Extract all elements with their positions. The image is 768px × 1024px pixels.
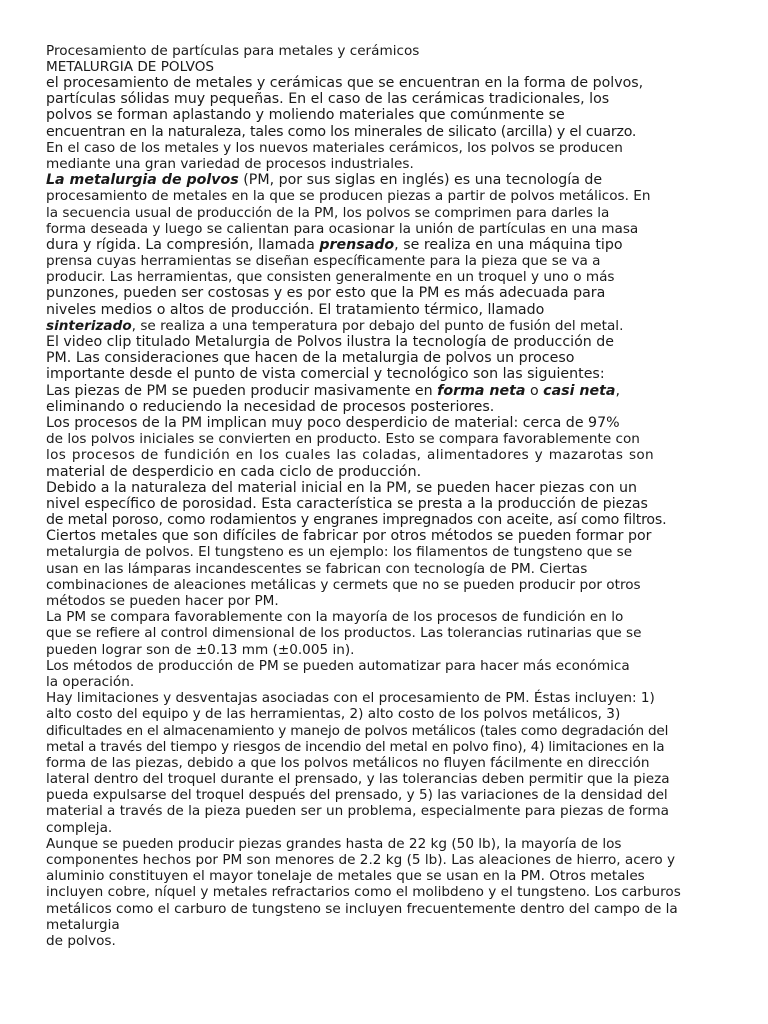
text-line: metalurgia de polvos. El tungsteno es un ejemplo: los filamentos de tungsteno que se: [46, 544, 633, 561]
text-line: de los polvos iniciales se convierten en producto. Esto se compara favorablemente con: [46, 431, 640, 448]
text-line: combinaciones de aleaciones metálicas y cermets que no se pueden producir por otros: [46, 576, 641, 593]
text-line: Ciertos metales que son difíciles de fabricar por otros métodos se pueden formar por: [46, 528, 652, 545]
text-line: material de desperdicio en cada ciclo de producción.: [46, 463, 422, 480]
text-line: mediante una gran variedad de procesos industriales.: [46, 155, 414, 172]
bold-term: forma neta: [437, 382, 526, 399]
text-line: aluminio constituyen el mayor tonelaje de metales que se usan en la PM. Otros metales: [46, 868, 645, 885]
text-line: la secuencia usual de producción de la PM, los polvos se comprimen para darles la: [46, 204, 610, 221]
text-line: de metal poroso, como rodamientos y engranes impregnados con aceite, así como filtros.: [46, 512, 667, 529]
text-line: los procesos de fundición en los cuales las coladas, alimentadores y mazarotas son: [46, 447, 655, 464]
text-line: Las piezas de PM se pueden producir masivamente en forma neta o casi neta,: [46, 382, 620, 399]
text-line: métodos se pueden hacer por PM.: [46, 593, 279, 609]
text-line: lateral dentro del troquel durante el prensado, y las tolerancias deben permitir que la pieza: [46, 771, 670, 788]
text-line: producir. Las herramientas, que consisten generalmente en un troquel y uno o más: [46, 269, 615, 286]
text-line: metal a través del tiempo y riesgos de incendio del metal en polvo fino), 4) limitaciones en la: [46, 738, 665, 755]
bold-term: sinterizado: [46, 317, 132, 334]
document-title: Procesamiento de partículas para metales y cerámicos: [46, 43, 420, 59]
text-line: Debido a la naturaleza del material inicial en la PM, se pueden hacer piezas con un: [46, 479, 637, 496]
text-line: El video clip titulado Metalurgia de Polvos ilustra la tecnología de producción de: [46, 334, 615, 350]
text-line: incluyen cobre, níquel y metales refractarios como el molibdeno y el tungsteno. Los carburos: [46, 884, 681, 901]
text-line: polvos se forman aplastando y moliendo materiales que comúnmente se: [46, 107, 565, 124]
text-line: procesamiento de metales en la que se producen piezas a partir de polvos metálicos. En: [46, 188, 651, 205]
text-line: que se refiere al control dimensional de los productos. Las tolerancias rutinarias que se: [46, 625, 642, 642]
bold-term: casi neta: [543, 382, 616, 399]
text-line: niveles medios o altos de producción. El tratamiento térmico, llamado: [46, 301, 545, 318]
text-line: dificultades en el almacenamiento y manejo de polvos metálicos (tales como degradación del: [46, 722, 669, 739]
bold-term: La metalurgia de polvos: [46, 172, 239, 189]
text-line: de polvos.: [46, 932, 116, 949]
document-page: [46, 44, 722, 949]
text-line: metálicos como el carburo de tungsteno se incluyen frecuentemente dentro del campo de la: [46, 900, 678, 917]
text-line: prensa cuyas herramientas se diseñan específicamente para la pieza que se va a: [46, 253, 601, 270]
text-line: pueden lograr son de ±0.13 mm (±0.005 in).: [46, 641, 355, 658]
text-line: punzones, pueden ser costosas y es por esto que la PM es más adecuada para: [46, 285, 606, 302]
text-line: Los procesos de la PM implican muy poco desperdicio de material: cerca de 97%: [46, 414, 620, 431]
text-line: nivel específico de porosidad. Esta característica se presta a la producción de piezas: [46, 495, 648, 512]
text-line: el procesamiento de metales y cerámicas que se encuentran en la forma de polvos,: [46, 75, 644, 91]
text-line: La metalurgia de polvos (PM, por sus siglas en inglés) es una tecnología de: [46, 172, 603, 189]
text-line: Hay limitaciones y desventajas asociadas con el procesamiento de PM. Éstas incluyen: 1): [46, 690, 655, 707]
text-line: dura y rígida. La compresión, llamada prensado, se realiza en una máquina tipo: [46, 236, 623, 253]
text-line: Los métodos de producción de PM se pueden automatizar para hacer más económica: [46, 657, 630, 674]
text-line: forma deseada y luego se calientan para ocasionar la unión de partículas en una masa: [46, 220, 639, 237]
text-line: En el caso de los metales y los nuevos materiales cerámicos, los polvos se producen: [46, 139, 623, 156]
text-line: material a través de la pieza pueden ser un problema, especialmente para piezas de forma: [46, 803, 669, 820]
text-line: forma de las piezas, debido a que los polvos metálicos no fluyen fácilmente en dirección: [46, 754, 650, 771]
document-subtitle: METALURGIA DE POLVOS: [46, 58, 215, 75]
text-line: Aunque se pueden producir piezas grandes hasta de 22 kg (50 lb), la mayoría de los: [46, 835, 622, 852]
text-line: pueda expulsarse del troquel después del prensado, y 5) las variaciones de la densidad del: [46, 787, 668, 804]
text-line: la operación.: [46, 673, 135, 690]
text-line: importante desde el punto de vista comercial y tecnológico son las siguientes:: [46, 366, 605, 383]
text-line: PM. Las consideraciones que hacen de la metalurgia de polvos un proceso: [46, 350, 575, 367]
text-line: componentes hechos por PM son menores de 2.2 kg (5 lb). Las aleaciones de hierro, acero y: [46, 852, 676, 868]
text-line: usan en las lámparas incandescentes se fabrican con tecnología de PM. Ciertas: [46, 560, 588, 577]
text-line: alto costo del equipo y de las herramientas, 2) alto costo de los polvos metálicos, 3): [46, 706, 621, 723]
bold-term: prensado: [319, 236, 395, 253]
text-line: eliminando o reduciendo la necesidad de procesos posteriores.: [46, 398, 495, 415]
text-line: metalurgia: [46, 916, 120, 933]
text-line: partículas sólidas muy pequeñas. En el caso de las cerámicas tradicionales, los: [46, 91, 610, 108]
text-line: La PM se compara favorablemente con la mayoría de los procesos de fundición en lo: [46, 609, 624, 626]
text-line: sinterizado, se realiza a una temperatura por debajo del punto de fusión del metal.: [46, 317, 624, 334]
text-line: compleja.: [46, 819, 113, 836]
text-line: encuentran en la naturaleza, tales como los minerales de silicato (arcilla) y el cuarzo.: [46, 123, 637, 140]
